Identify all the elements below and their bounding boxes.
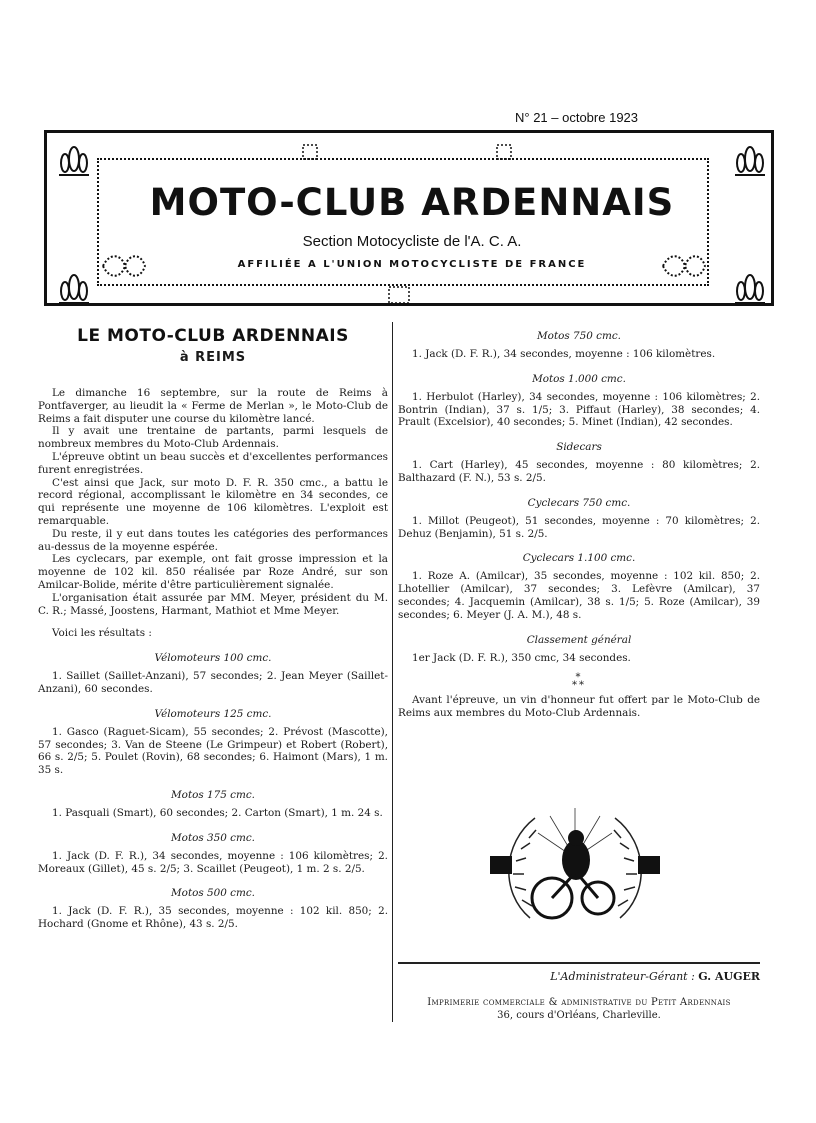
masthead-title: MOTO-CLUB ARDENNAIS	[149, 181, 675, 224]
result-category: Motos 750 cmc.	[537, 330, 621, 342]
result-text: 1. Pasquali (Smart), 60 secondes; 2. Carton (Smart), 1 m. 24 s.	[52, 806, 383, 819]
flower-ornament-top-left	[57, 139, 91, 177]
result-text: 1. Gasco (Raguet-Sicam), 55 secondes; 2. Prévost (Mascotte), 57 secondes; 3. Van de Steene (Le Grimpeur) et Robert (Robert), 66 s. 2/5; 5. Poulet (Rovin), 68 secondes; 6. Haimont (Mars), 1 m. 35 s.	[38, 725, 388, 777]
square-ornament-top-2	[495, 143, 513, 161]
masthead-subtitle: Section Motocycliste de l'A. C. A.	[302, 233, 522, 250]
result-text: 1. Millot (Peugeot), 51 secondes, moyenne : 70 kilomètres; 2. Dehuz (Benjamin), 51 s. 2/5.	[398, 514, 760, 540]
results-intro: Voici les résultats :	[52, 627, 152, 640]
result-category: Classement général	[526, 633, 632, 646]
left-column	[38, 326, 388, 931]
printer-line-2: 36, cours d'Orléans, Charleville.	[497, 1010, 661, 1021]
motorcyclist-wreath-illustration	[490, 798, 660, 938]
result-text: 1. Roze A. (Amilcar), 35 secondes, moyenne : 102 kil. 850; 2. Lhotellier (Amilcar), 37 secondes; 3. Lefèvre (Amilcar), 37 secondes; 4. Jacquemin (Amilcar), 38 s. 1/5; 5. Roze (Amilcar), 39 secondes; 6. Meyer (J. A. M.), 48 s.	[398, 570, 760, 621]
flower-ornament-bottom-right	[733, 267, 767, 305]
printer-info	[398, 996, 760, 1022]
article-title: LE MOTO-CLUB ARDENNAIS	[77, 326, 349, 346]
result-category: Vélomoteurs 125 cmc.	[154, 707, 272, 720]
admin-label: L'Administrateur-Gérant :	[550, 970, 695, 983]
admin-name: G. AUGER	[698, 970, 760, 983]
section-stars: * **	[572, 672, 586, 692]
result-text: 1. Jack (D. F. R.), 34 secondes, moyenne : 106 kilomètres.	[412, 348, 716, 360]
article-paragraph: Le dimanche 16 septembre, sur la route de Reims à Pontfaverger, au lieudit la « Ferme de Merlan », le Moto-Club de Reims a fait disputer une course du kilomètre lancé.	[38, 387, 388, 425]
result-category: Motos 500 cmc.	[171, 887, 255, 900]
article-paragraph: L'organisation était assurée par MM. Meyer, président du M. C. R.; Massé, Joostens, Harmant, Mathiot et Mme Meyer.	[38, 591, 388, 617]
result-category: Cyclecars 750 cmc.	[527, 496, 631, 509]
article-paragraph: Les cyclecars, par exemple, ont fait grosse impression et la moyenne de 102 kil. 850 réalisée par Roze André, sur son Amilcar-Bolide, mérite d'être particulièrement signalée.	[38, 553, 388, 591]
article-paragraph: Il y avait une trentaine de partants, parmi lesquels de nombreux membres du Moto-Club Ardennais.	[38, 425, 388, 451]
result-category: Sidecars	[556, 441, 602, 454]
printer-line-1: Imprimerie commerciale & administrative du Petit Ardennais	[427, 997, 731, 1008]
article-subtitle: à REIMS	[179, 350, 247, 365]
issue-label: N° 21 – octobre 1923	[515, 110, 639, 125]
result-category: Vélomoteurs 100 cmc.	[154, 652, 272, 665]
result-text: 1. Cart (Harley), 45 secondes, moyenne : 80 kilomètres; 2. Balthazard (F. N.), 53 s. 2/5.	[398, 459, 760, 484]
masthead-affiliation: AFFILIÉE A L'UNION MOTOCYCLISTE DE FRANCE	[237, 259, 587, 270]
result-category: Motos 350 cmc.	[171, 831, 255, 844]
flower-ornament-top-right	[733, 139, 767, 177]
closing-text: Avant l'épreuve, un vin d'honneur fut offert par le Moto-Club de Reims aux membres du Moto-Club Ardennais.	[398, 694, 760, 720]
square-ornament-top-1	[301, 143, 319, 161]
result-text: 1. Saillet (Saillet-Anzani), 57 secondes; 2. Jean Meyer (Saillet-Anzani), 60 secondes.	[38, 670, 388, 695]
masthead	[44, 130, 774, 306]
right-column	[398, 330, 760, 720]
square-ornament-bottom	[387, 285, 411, 305]
result-text: 1. Jack (D. F. R.), 35 secondes, moyenne : 102 kil. 850; 2. Hochard (Gnome et Rhône), 43 s. 2/5.	[38, 905, 388, 931]
result-category: Motos 175 cmc.	[171, 788, 255, 801]
flower-ornament-bottom-left	[57, 267, 91, 305]
column-divider	[392, 322, 393, 1022]
result-text: 1er Jack (D. F. R.), 350 cmc, 34 secondes.	[412, 651, 631, 664]
result-text: 1. Jack (D. F. R.), 34 secondes, moyenne : 106 kilomètres; 2. Moreaux (Gillet), 45 s. 2/5; 3. Scaillet (Peugeot), 1 m. 2 s. 2/5.	[38, 849, 388, 875]
footer-rule	[398, 962, 760, 964]
result-text: 1. Herbulot (Harley), 34 secondes, moyenne : 106 kilomètres; 2. Bontrin (Indian), 37 s. 1/5; 3. Piffaut (Harley), 38 secondes; 4. Prault (Excelsior), 40 secondes; 5. Minet (Indian), 42 secondes.	[398, 390, 760, 429]
result-category: Cyclecars 1.100 cmc.	[522, 552, 636, 565]
article-paragraph: L'épreuve obtint un beau succès et d'excellentes performances furent enregistrées.	[38, 450, 388, 476]
result-category: Motos 1.000 cmc.	[532, 372, 626, 385]
administrator-line	[398, 970, 760, 983]
article-paragraph: C'est ainsi que Jack, sur moto D. F. R. 350 cmc., a battu le record régional, accomplissant le kilomètre en 34 secondes, ce qui représente une moyenne de 106 kilomètres. L'exploit est remarquable.	[38, 476, 388, 527]
article-paragraph: Du reste, il y eut dans toutes les catégories des performances au-dessus de la moyenne espérée.	[38, 527, 388, 553]
